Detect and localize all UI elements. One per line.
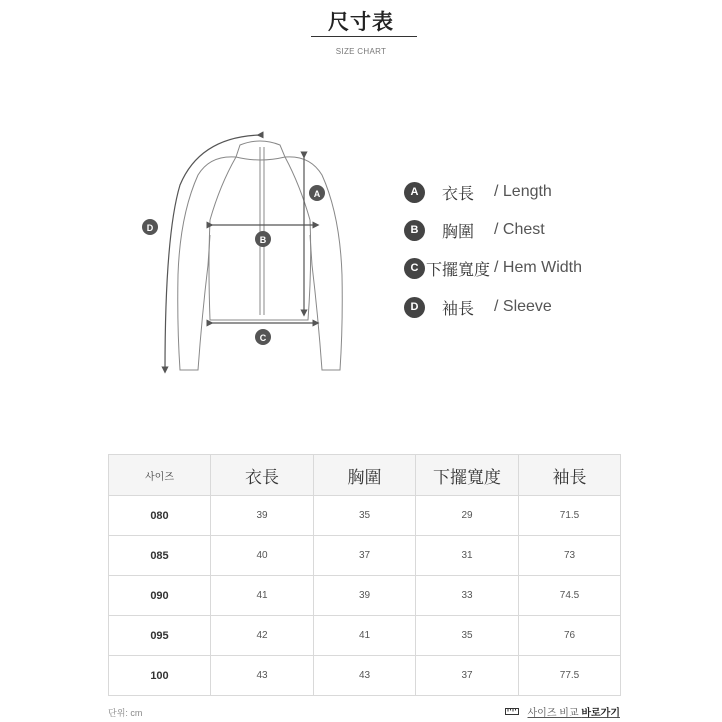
- table-cell: 73: [519, 536, 621, 576]
- legend-badge: A: [404, 182, 425, 203]
- legend-label-ko: 袖長: [442, 299, 475, 318]
- page-subtitle: SIZE CHART: [335, 47, 387, 56]
- legend-label-ko: 衣長: [442, 184, 475, 203]
- size-compare-label[interactable]: [528, 708, 621, 719]
- table-cell: 71.5: [519, 496, 621, 536]
- table-cell: 42: [211, 616, 314, 656]
- legend-badge: D: [404, 297, 425, 318]
- table-cell: 29: [416, 496, 519, 536]
- marker-a: [309, 185, 325, 201]
- table-cell: 43: [314, 656, 416, 696]
- table-cell: 37: [416, 656, 519, 696]
- table-cell: 43: [211, 656, 314, 696]
- table-cell: 41: [211, 576, 314, 616]
- unit-note: 단위: cm: [108, 708, 143, 718]
- table-cell: 39: [211, 496, 314, 536]
- size-table: [108, 454, 621, 696]
- legend-badge: C: [404, 258, 425, 279]
- table-cell: 33: [416, 576, 519, 616]
- table-cell: 77.5: [519, 656, 621, 696]
- legend-badge: B: [404, 220, 425, 241]
- ruler-icon: [505, 707, 519, 719]
- table-cell: 41: [314, 616, 416, 656]
- size-compare-link[interactable]: [505, 704, 620, 719]
- svg-text:D: D: [146, 223, 154, 233]
- table-header-row: [109, 455, 621, 496]
- table-cell: 35: [416, 616, 519, 656]
- table-cell-size: 085: [109, 536, 211, 576]
- legend-label-en: / Hem Width: [494, 259, 583, 276]
- column-header-sleeve: 袖長: [519, 455, 621, 496]
- legend-label-ko: 胸圍: [442, 222, 475, 241]
- table-cell-size: 080: [109, 496, 211, 536]
- column-header-chest: 胸圍: [314, 455, 416, 496]
- table-row: [109, 576, 621, 616]
- page-title: 尺寸表: [328, 11, 394, 34]
- marker-b: [255, 231, 271, 247]
- table-row: [109, 616, 621, 656]
- table-row: [109, 496, 621, 536]
- column-header-length: 衣長: [211, 455, 314, 496]
- table-row: [109, 656, 621, 696]
- marker-c: [255, 329, 271, 345]
- legend-label-ko: 下擺寬度: [426, 260, 491, 279]
- legend-item-hem-width: [404, 256, 604, 280]
- marker-d: [142, 219, 158, 235]
- table-cell: 74.5: [519, 576, 621, 616]
- legend-item-chest: [404, 218, 604, 242]
- legend-label-en: / Chest: [494, 221, 545, 238]
- legend-item-sleeve: [404, 295, 604, 319]
- title-underline: [311, 36, 417, 37]
- garment-diagram: [140, 125, 365, 385]
- table-cell-size: 090: [109, 576, 211, 616]
- size-compare-prefix: 사이즈 비교: [527, 708, 582, 719]
- svg-text:A: A: [313, 189, 321, 199]
- measure-lines: [165, 135, 316, 370]
- table-cell: 31: [416, 536, 519, 576]
- legend-label-en: / Length: [494, 183, 552, 200]
- svg-text:C: C: [259, 333, 267, 343]
- column-header-size: 사이즈: [109, 455, 211, 496]
- table-row: [109, 536, 621, 576]
- table-cell: 40: [211, 536, 314, 576]
- svg-text:B: B: [259, 235, 267, 245]
- table-cell-size: 095: [109, 616, 211, 656]
- table-cell: 37: [314, 536, 416, 576]
- legend-label-en: / Sleeve: [494, 298, 552, 315]
- legend-item-length: [404, 180, 604, 204]
- column-header-hem-width: 下擺寬度: [416, 455, 519, 496]
- table-cell: 35: [314, 496, 416, 536]
- table-cell: 39: [314, 576, 416, 616]
- table-cell-size: 100: [109, 656, 211, 696]
- table-cell: 76: [519, 616, 621, 656]
- size-compare-go: 바로가기: [581, 708, 620, 719]
